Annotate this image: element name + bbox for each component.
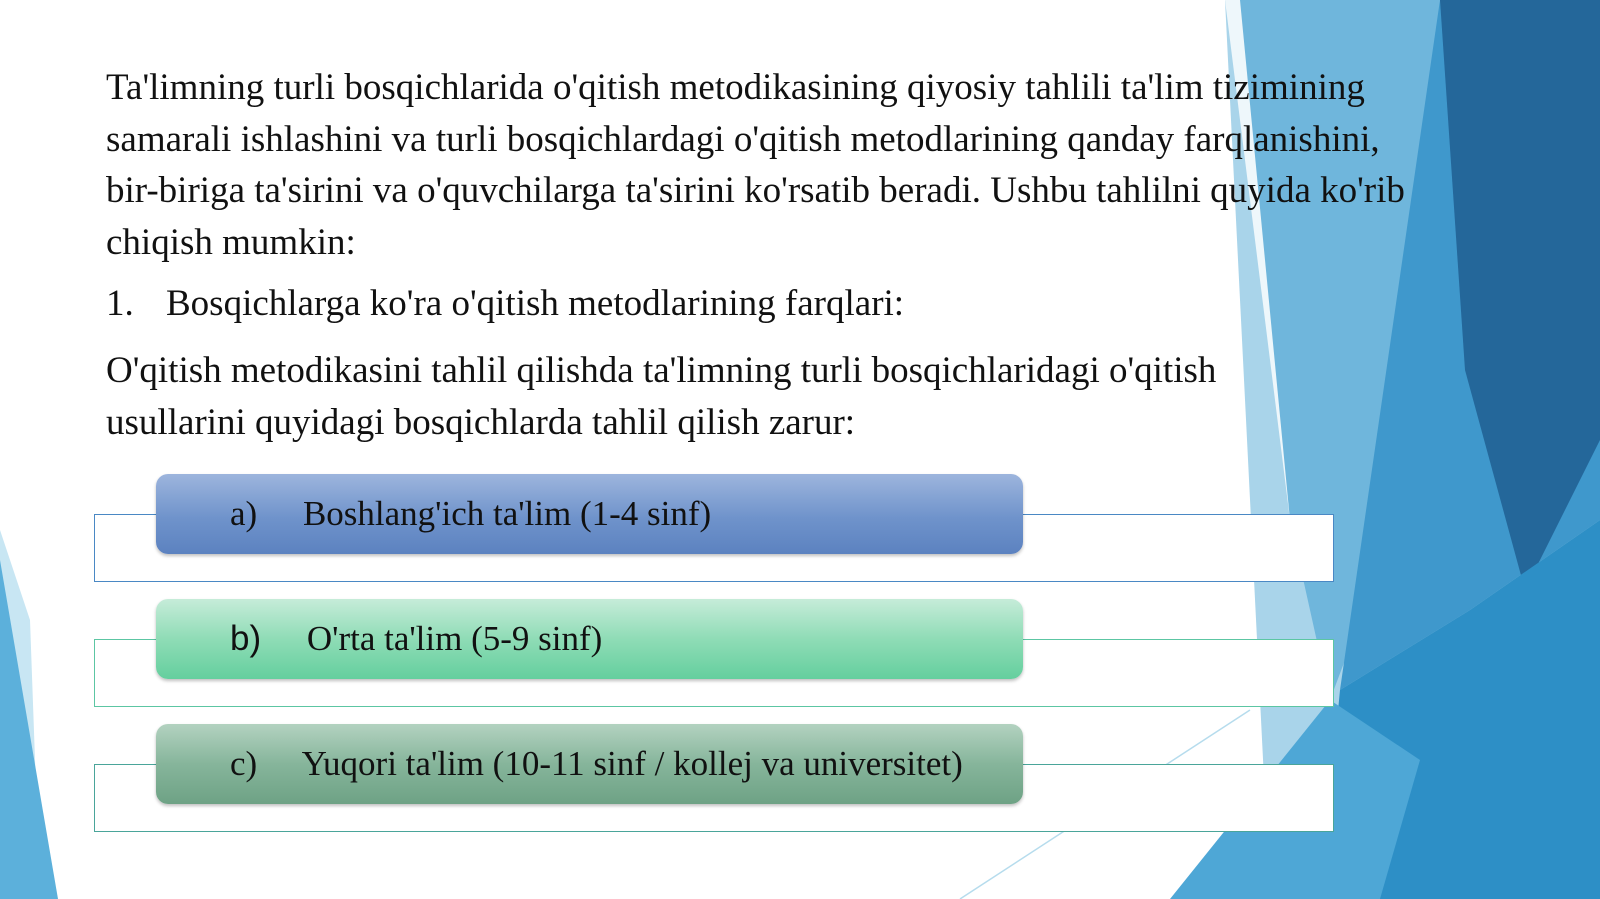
stage-c-bar [156,724,1023,804]
intro-paragraph: Ta'limning turli bosqichlarida o'qitish metodikasining qiyosiy tahlili ta'lim tizimining samarali ishlashini va turli bosqichlardagi o'qitish metodlarining qanday farqlanishini, bir-biriga ta'sirini va o'quvchilarga ta'sirini ko'rsatib beradi. Ushbu tahlilni quyida ko'rib chiqish mumkin: [106,67,1405,263]
stage-a-label [156,494,711,534]
stage-c-letter: c) [230,744,258,783]
stage-a-text: Boshlang'ich ta'lim (1-4 sinf) [294,494,712,533]
numbered-heading [106,278,904,330]
stage-b-bar [156,599,1023,679]
analysis-paragraph: O'qitish metodikasini tahlil qilishda ta'limning turli bosqichlaridagi o'qitish usullarini quyidagi bosqichlarda tahlil qilish zarur: [106,350,1217,443]
stage-c-label [156,744,963,784]
stage-a-bar [156,474,1023,554]
numbered-heading-text: Bosqichlarga ko'ra o'qitish metodlarining farqlari: [166,283,905,324]
stage-a-letter: a) [230,494,258,533]
stage-c-text: Yuqori ta'lim (10-11 sinf / kollej va universitet) [294,744,963,783]
stage-b-label [156,619,602,659]
stage-b-letter: b) [230,619,262,658]
numbered-heading-number: 1. [106,283,134,324]
stage-b-text: O'rta ta'lim (5-9 sinf) [298,619,603,658]
